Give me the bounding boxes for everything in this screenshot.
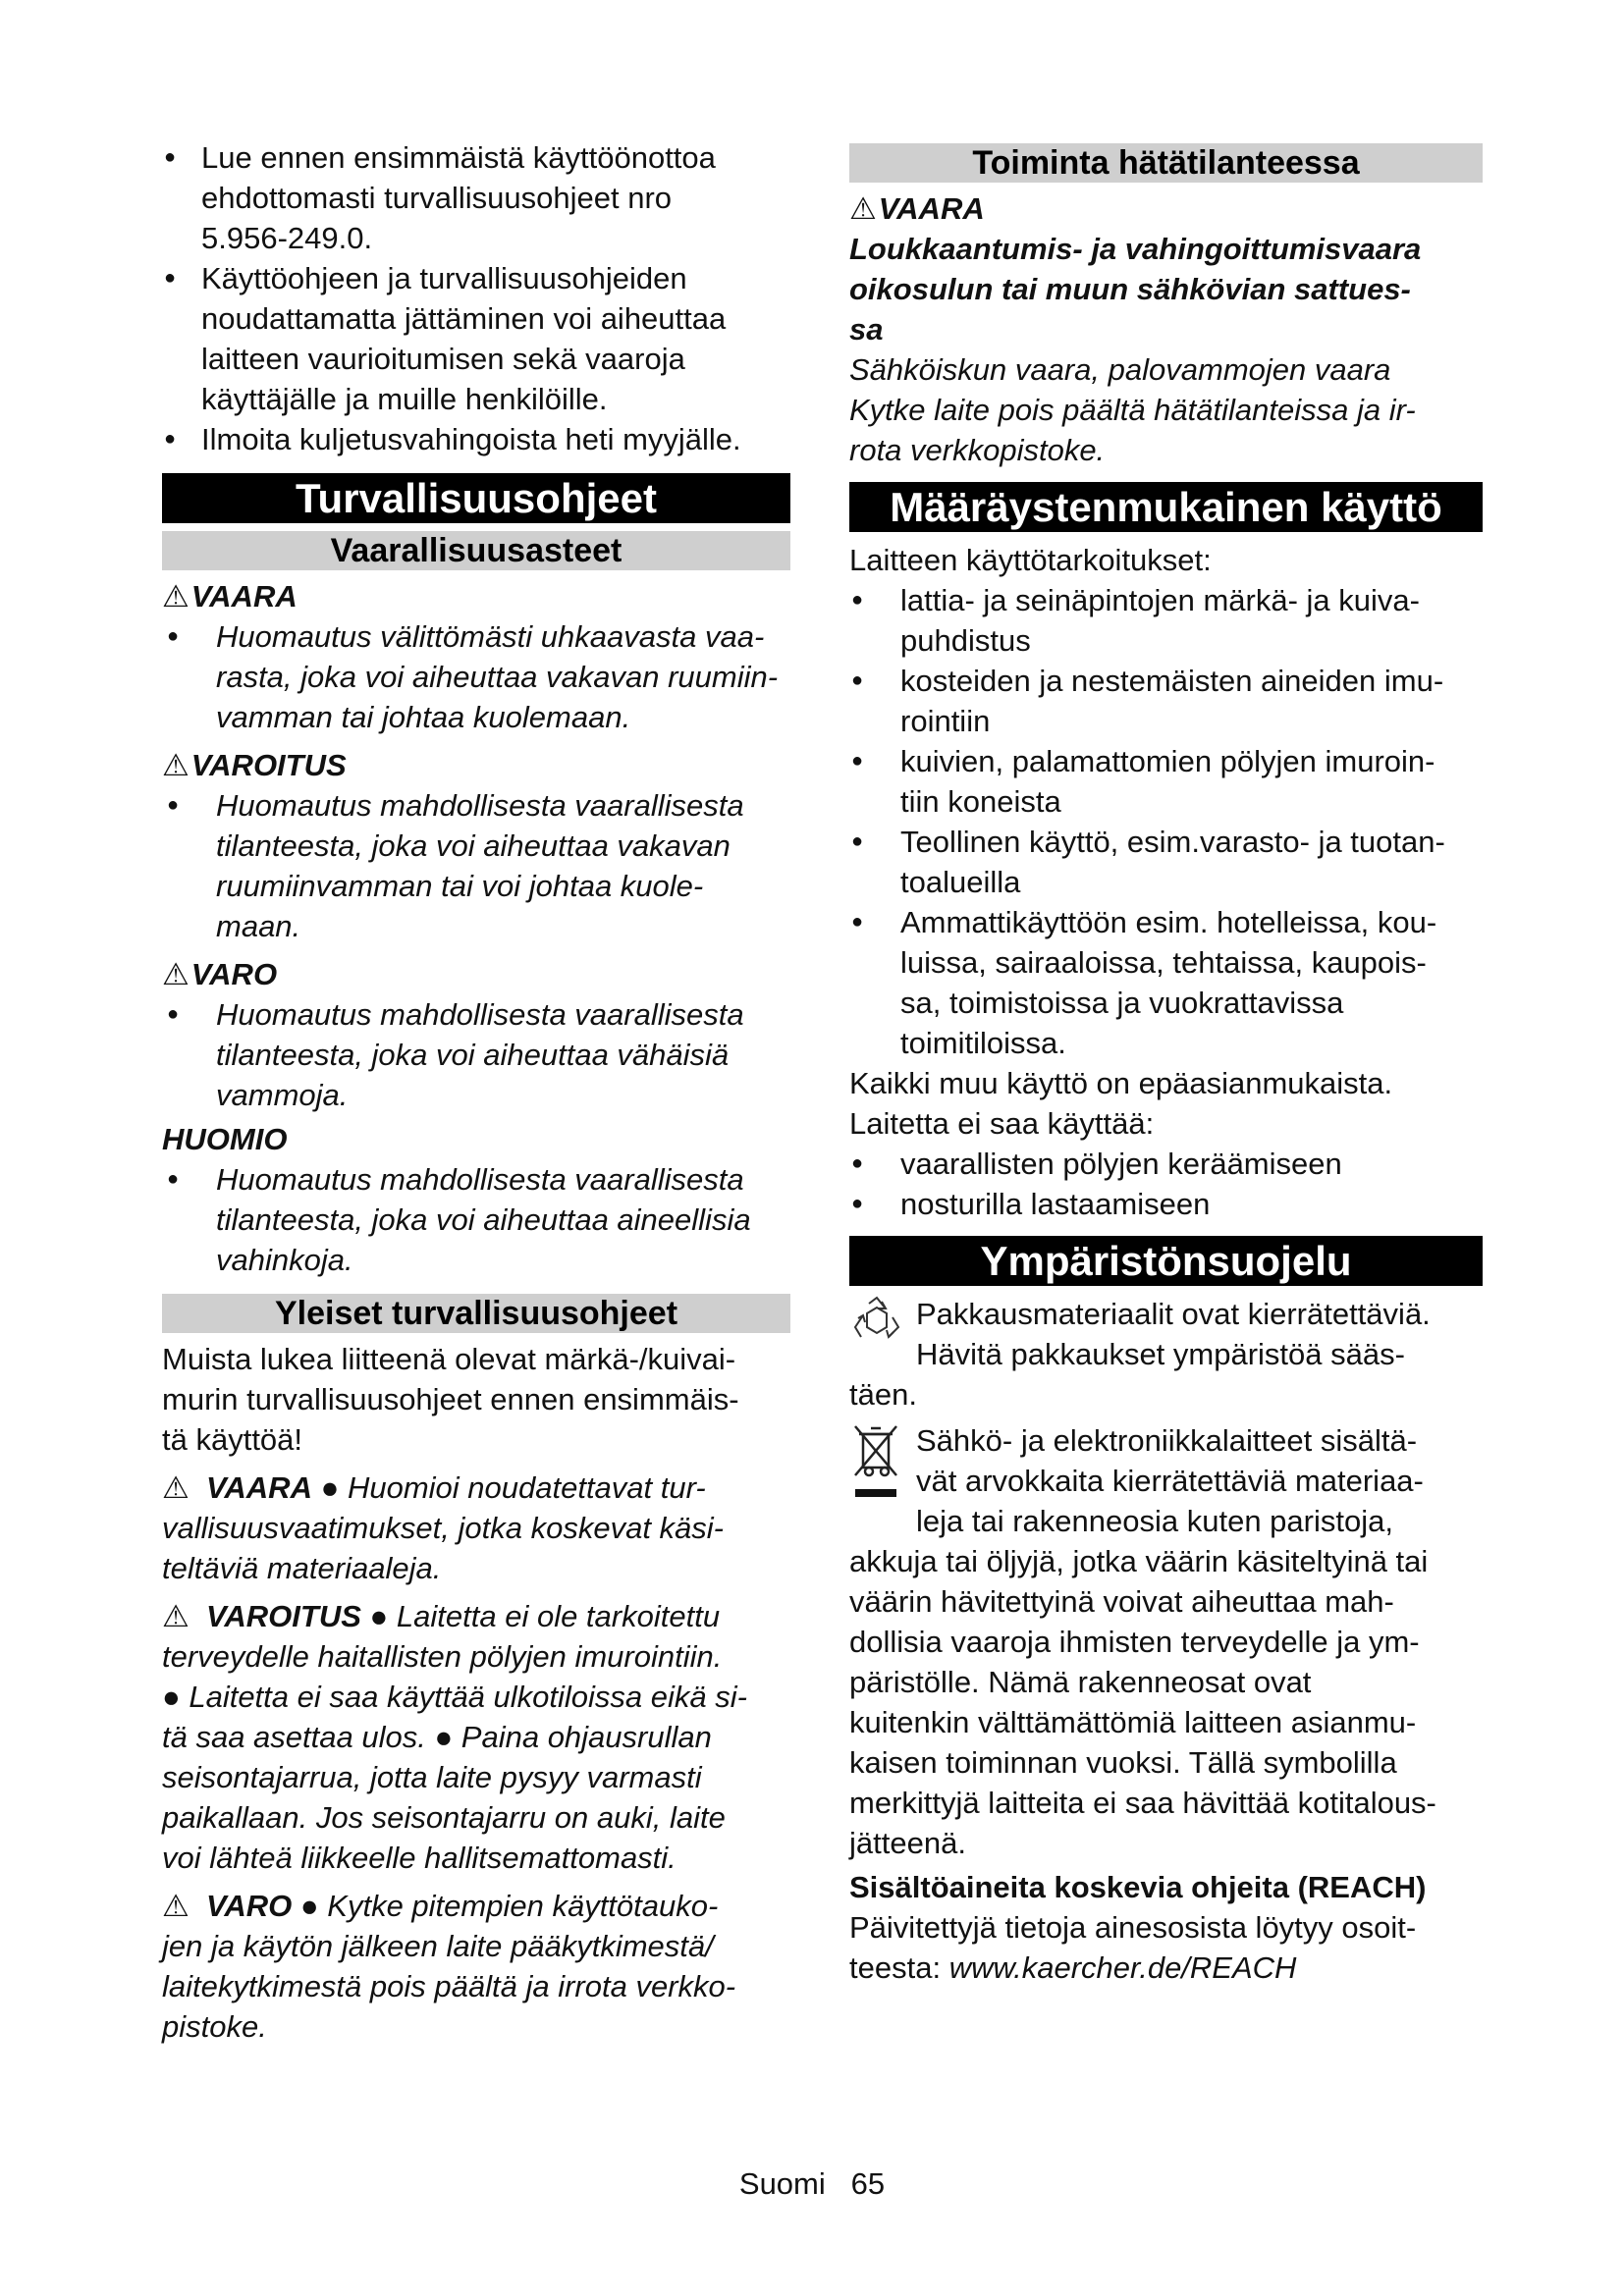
line: käyttäjälle ja muille henkilöille. [201,382,608,416]
heading-use: Määräystenmukainen käyttö [849,482,1483,532]
line: Loukkaantumis- ja vahingoittumisvaara [849,232,1422,266]
recycle-icon [849,1294,908,1362]
line: päristölle. Nämä rakenneosat ovat [849,1665,1312,1699]
line: tilanteesta, joka voi aiheuttaa vähäisiä [216,1038,730,1072]
warning-triangle-icon: ⚠ [162,1599,207,1633]
level-label: VAROITUS [206,1599,361,1633]
line: täen. [849,1377,917,1412]
line: rasta, joka voi aiheuttaa vakavan ruumiin- [216,660,779,694]
list-item [162,785,790,946]
line: ● Ilmoita kuljetusvahingoista heti myyjälle. [201,422,741,456]
list-item: ● nosturilla lastaamiseen [849,1184,1483,1224]
line: ● kuivien, palamattomien pölyjen imuroin- [900,744,1435,778]
line: luissa, sairaaloissa, tehtaissa, kaupois- [900,945,1427,980]
line: Kytke laite pois päältä hätätilanteissa ja ir- [849,393,1416,427]
line: vamman tai johtaa kuolemaan. [216,700,631,734]
emergency-warning [849,229,1483,349]
line: ● Huomautus mahdollisesta vaarallisesta [216,1162,744,1197]
level-label: HUOMIO [162,1122,288,1156]
line: akkuja tai öljyjä, jotka väärin käsiteltyinä tai [849,1544,1429,1578]
warning-triangle-icon: ⚠ [162,957,189,991]
list-item [849,741,1483,822]
level-label: VAARA [190,579,298,614]
line: ● Huomautus mahdollisesta vaarallisesta [216,997,744,1032]
line: Hävitä pakkaukset ympäristöä sääs- [916,1337,1405,1371]
line: paikallaan. Jos seisontajarru on auki, laite [162,1800,726,1835]
line: leja tai rakenneosia kuten paristoja, [916,1504,1393,1538]
level-label: VAARA [878,191,985,226]
hazard-level-vaara [162,576,790,737]
line: voi lähteä liikkeelle hallitsemattomasti. [162,1841,677,1875]
weee-note [849,1420,1483,1863]
heading-safety: Turvallisuusohjeet [162,473,790,523]
line: noudattamatta jättäminen voi aiheuttaa [201,301,727,336]
line: terveydelle haitallisten pölyjen imurointiin. [162,1639,723,1674]
list-item [162,616,790,737]
line: Sähkö- ja elektroniikkalaitteet sisältä- [916,1423,1418,1458]
line: ● Ammattikäyttöön esim. hotelleissa, kou- [900,905,1437,939]
list-item: ● vaarallisten pölyjen keräämiseen [849,1144,1483,1184]
line: laitteen vaurioitumisen sekä vaaroja [201,342,685,376]
list-item [162,1159,790,1280]
line: 5.956-249.0. [201,221,373,255]
warning-triangle-icon: ⚠ [162,1889,207,1923]
line: ehdottomasti turvallisuusohjeet nro [201,181,673,215]
line: vallisuusvaatimukset, jotka koskevat käsi- [162,1511,725,1545]
line: Laitetta ei ole tarkoitettu [396,1599,721,1633]
line: sa [849,312,884,347]
line: kaisen toiminnan vuoksi. Tällä symbolilla [849,1745,1397,1780]
line: kuitenkin välttämättömiä laitteen asianmu- [849,1705,1417,1739]
page-number: 65 [850,2166,886,2201]
line: vammoja. [216,1078,349,1112]
reach-title: Sisältöaineita koskevia ohjeita (REACH) [849,1870,1427,1904]
line: vät arvokkaita kierrätettäviä materiaa- [916,1464,1424,1498]
line: tilanteesta, joka voi aiheuttaa aineellisia [216,1202,751,1237]
line: oikosulun tai muun sähkövian sattues- [849,272,1411,306]
line: ● kosteiden ja nestemäisten aineiden imu- [900,664,1444,698]
intro-bullets [162,137,790,459]
line: ● Teollinen käyttö, esim.varasto- ja tuotan- [900,825,1445,859]
general-intro [162,1339,790,1460]
line: merkittyjä laitteita ei saa hävittää kotitalous- [849,1786,1436,1820]
warning-triangle-icon: ⚠ [162,1470,207,1505]
line: Laitetta ei saa käyttää: [849,1106,1155,1141]
general-vaara: ⚠ VAARA ● Huomioi noudatettavat tur- vallisuusvaatimukset, jotka koskevat käsi- teltäviä materiaaleja. [162,1468,790,1588]
line: Päivitettyjä tietoja ainesosista löytyy osoit- [849,1910,1417,1945]
line: pistoke. [162,2009,267,2044]
line: väärin hävitettyinä voivat aiheuttaa mah- [849,1584,1394,1619]
line: rota verkkopistoke. [849,433,1106,467]
use-bullets [849,580,1483,1063]
line: ● Laitetta ei saa käyttää ulkotiloissa eikä si- [162,1680,747,1714]
right-column [849,137,1483,1988]
line: rointiin [900,704,991,738]
hazard-level-varo [162,954,790,1115]
line: ● Huomautus mahdollisesta vaarallisesta [216,788,744,823]
line: toalueilla [900,865,1021,899]
warning-triangle-icon: ⚠ [162,579,189,614]
hazard-level-varoitus [162,745,790,946]
heading-environment: Ympäristönsuojelu [849,1236,1483,1286]
list-item [849,902,1483,1063]
line: seisontajarrua, jotta laite pysyy varmasti [162,1760,702,1794]
line: tilanteesta, joka voi aiheuttaa vakavan [216,828,731,863]
list-item [162,137,790,258]
recycle-note [849,1294,1483,1415]
page-footer [0,2164,1624,2204]
line: tä saa asettaa ulos. ● Paina ohjausrullan [162,1720,712,1754]
footer-language: Suomi [738,2166,826,2201]
forbidden-bullets [849,1144,1483,1224]
line: dollisia vaaroja ihmisten terveydelle ja ym- [849,1625,1420,1659]
line: ● lattia- ja seinäpintojen märkä- ja kuiva- [900,583,1420,617]
level-label: VARO [190,957,278,991]
subheading-levels: Vaarallisuusasteet [162,531,790,570]
line: Kaikki muu käyttö on epäasianmukaista. [849,1066,1393,1100]
line: ruumiinvamman tai voi johtaa kuole- [216,869,704,903]
line: laitekytkimestä pois päältä ja irrota verkko- [162,1969,736,2003]
line: murin turvallisuusohjeet ennen ensimmäis- [162,1382,739,1416]
line: Pakkausmateriaalit ovat kierrätettäviä. [916,1297,1431,1331]
line: jen ja käytön jälkeen laite pääkytkimestä/ [162,1929,714,1963]
list-item [849,661,1483,741]
reach-link-line [849,1948,1483,1988]
line: puhdistus [900,623,1031,658]
line: teesta: [849,1950,949,1985]
line: maan. [216,909,301,943]
list-item [849,580,1483,661]
line: toimitiloissa. [900,1026,1066,1060]
general-varoitus: ⚠ VAROITUS ● Laitetta ei ole tarkoitettu terveydelle haitallisten pölyjen imurointiin. ● Laitetta ei saa käyttää ulkotiloissa eikä si- tä saa asettaa ulos. ● Paina ohjausrullan seisontajarrua, jotta laite pysyy varmasti paikallaan. Jos seisontajarru on auki, laite voi lähteä liikkeelle hallitsemattomasti. [162,1596,790,1878]
line: sa, toimistoissa ja vuokrattavissa [900,986,1344,1020]
line: Kytke pitempien käyttötauko- [327,1889,719,1923]
line: ● Lue ennen ensimmäistä käyttöönottoa [201,140,716,175]
line: jätteenä. [849,1826,966,1860]
crossed-bin-icon [849,1420,908,1528]
line: tä käyttöä! [162,1422,303,1457]
warning-triangle-icon: ⚠ [162,748,189,782]
line: Huomioi noudatettavat tur- [347,1470,706,1505]
level-label: VARO [206,1889,293,1923]
line: ● Huomautus välittömästi uhkaavasta vaa- [216,619,765,654]
line: Muista lukea liitteenä olevat märkä-/kuivai- [162,1342,736,1376]
subheading-emergency: Toiminta hätätilanteessa [849,143,1483,183]
list-item [162,419,790,459]
subheading-general: Yleiset turvallisuusohjeet [162,1294,790,1333]
line: Sähköiskun vaara, palovammojen vaara [849,352,1391,387]
line: teltäviä materiaaleja. [162,1551,442,1585]
line: ● Käyttöohjeen ja turvallisuusohjeiden [201,261,687,295]
line: vahinkoja. [216,1243,353,1277]
hazard-level-huomio [162,1119,790,1280]
list-item [162,994,790,1115]
use-intro: Laitteen käyttötarkoitukset: [849,543,1212,577]
list-item [162,258,790,419]
emergency-text [849,349,1483,470]
list-item [849,822,1483,902]
general-varo: ⚠ VARO ● Kytke pitempien käyttötauko- jen ja käytön jälkeen laite pääkytkimestä/ laitekytkimestä pois päältä ja irrota verkko- pistoke. [162,1886,790,2047]
reach-link[interactable]: www.kaercher.de/REACH [948,1950,1297,1985]
level-label: VAARA [206,1470,312,1505]
line: tiin koneista [900,784,1061,819]
left-column [162,137,790,2047]
warning-triangle-icon: ⚠ [849,191,877,226]
level-label: VAROITUS [190,748,347,782]
